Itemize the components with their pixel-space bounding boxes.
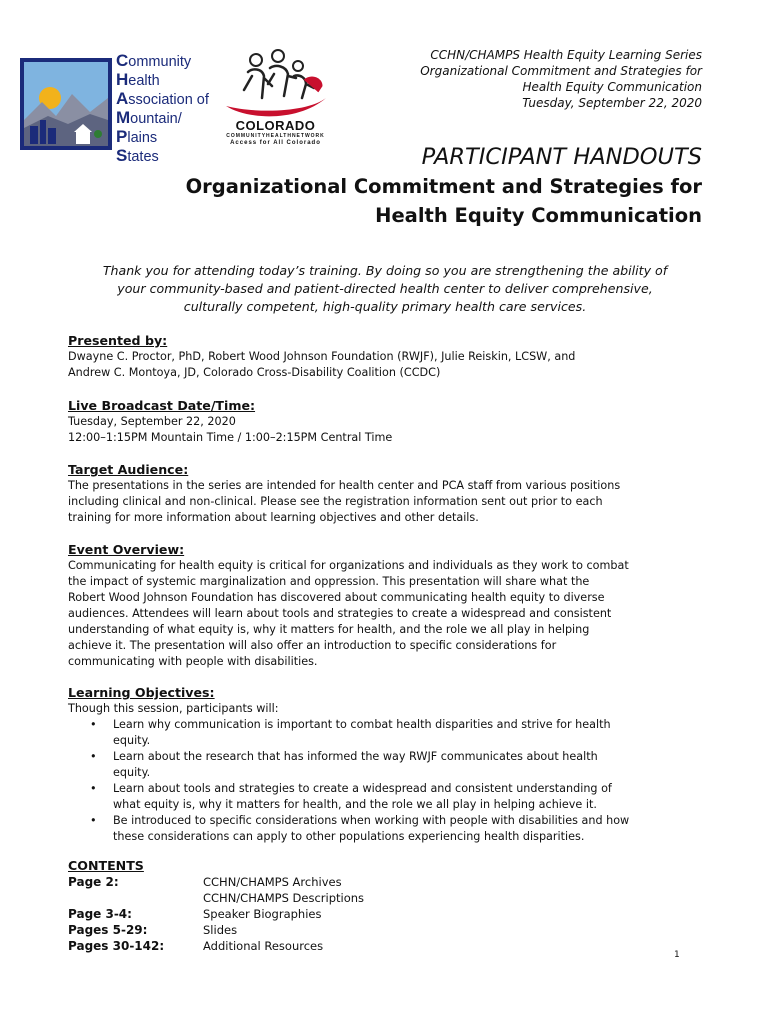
objective-line: what equity is, why it matters for health, and the role we all play in helping achieve it. [113,798,597,811]
audience-section [68,461,708,526]
bullet-icon: • [90,814,97,827]
champs-line-5: Plains [116,127,158,146]
objective-line: equity. [113,734,151,747]
bullet-icon: • [90,750,97,763]
page-title [186,172,702,230]
objectives-section [68,684,708,845]
champs-line-1: Community [116,51,192,70]
objective-line: equity. [113,766,151,779]
champs-line-4: Mountain/ [116,108,182,127]
contents-page-label: Pages 5-29: [68,923,148,937]
list-item [68,749,708,781]
series-info [420,47,702,111]
page-number: 1 [674,950,680,960]
overview-section [68,541,708,670]
broadcast-line: Tuesday, September 22, 2020 [68,415,236,428]
contents-row [68,874,342,890]
objective-line: Learn why communication is important to combat health disparities and strive for health [113,718,611,731]
contents-description: Slides [203,923,238,937]
series-line: Organizational Commitment and Strategies for [420,64,702,78]
cchn-tagline: Access for All Colorado [230,140,321,146]
section-heading: Live Broadcast Date/Time: [68,398,256,413]
thanks-paragraph [60,262,710,316]
overview-line: Robert Wood Johnson Foundation has discovered about communicating health equity to diverse [68,591,605,604]
contents-row [68,890,365,906]
section-heading: Learning Objectives: [68,685,215,700]
section-heading: Presented by: [68,333,168,348]
list-item [68,717,708,749]
contents-page-label: Page 3-4: [68,907,132,921]
section-heading: Event Overview: [68,542,185,557]
overview-line: communicating with people with disabilities. [68,655,318,668]
contents-row [68,906,322,922]
cchn-subtitle: COMMUNITYHEALTHNETWORK [226,133,325,139]
champs-wordmark [116,52,209,166]
contents-page-label: Pages 30-142: [68,939,165,953]
series-line: CCHN/CHAMPS Health Equity Learning Series [430,48,702,62]
contents-description: CCHN/CHAMPS Archives [203,875,342,889]
broadcast-line: 12:00–1:15PM Mountain Time / 1:00–2:15PM Central Time [68,431,393,444]
contents-page-label: Page 2: [68,875,119,889]
objectives-list [68,717,708,845]
section-heading: Target Audience: [68,462,189,477]
presented-line: Dwayne C. Proctor, PhD, Robert Wood Johnson Foundation (RWJF), Julie Reiskin, LCSW, and [68,350,576,363]
overview-line: the impact of systemic marginalization and oppression. This presentation will share what the [68,575,590,588]
broadcast-section [68,397,708,446]
overview-line: understanding of what equity is, why it matters for health, and the role we all play in helping [68,623,590,636]
contents-row [68,938,324,954]
thanks-line: culturally competent, high-quality primary health care services. [183,299,587,314]
champs-logo [20,50,220,165]
bullet-icon: • [90,718,97,731]
title-line: Organizational Commitment and Strategies for [185,175,702,198]
objective-line: Learn about the research that has informed the way RWJF communicates about health [113,750,598,763]
objective-line: these considerations can apply to other populations experiencing health disparities. [113,830,585,843]
presented-section [68,332,708,381]
handouts-label: PARTICIPANT HANDOUTS [421,144,702,170]
champs-line-6: States [116,146,159,165]
contents-description: CCHN/CHAMPS Descriptions [203,891,365,905]
list-item [68,781,708,813]
contents-description: Speaker Biographies [203,907,322,921]
cchn-logo [218,48,333,150]
audience-line: training for more information about learning objectives and other details. [68,511,479,524]
overview-line: Communicating for health equity is critical for organizations and individuals as they work to combat [68,559,629,572]
overview-line: achieve it. The presentation will also offer an introduction to specific considerations for [68,639,557,652]
section-heading: CONTENTS [68,858,144,873]
series-line: Tuesday, September 22, 2020 [522,96,702,110]
contents-section [68,857,365,954]
champs-line-2: Health [116,70,160,89]
series-line: Health Equity Communication [522,80,702,94]
contents-description: Additional Resources [203,939,324,953]
cchn-figures-icon [218,48,333,120]
list-item [68,813,708,845]
contents-row [68,922,238,938]
cchn-wordmark [218,118,333,146]
audience-line: The presentations in the series are intended for health center and PCA staff from various positions [68,479,621,492]
bullet-icon: • [90,782,97,795]
objectives-intro: Though this session, participants will: [68,702,279,715]
title-line: Health Equity Communication [375,204,702,227]
audience-line: including clinical and non-clinical. Please see the registration information sent out prior to each [68,495,603,508]
thanks-line: Thank you for attending today’s training. By doing so you are strengthening the ability of [102,263,668,278]
champs-line-3: Association of [116,89,209,108]
cchn-title: COLORADO [235,118,316,133]
presented-line: Andrew C. Montoya, JD, Colorado Cross-Disability Coalition (CCDC) [68,366,441,379]
objective-line: Be introduced to specific considerations when working with people with disabilities and how [113,814,630,827]
thanks-line: your community-based and patient-directed health center to deliver comprehensive, [117,281,653,296]
objective-line: Learn about tools and strategies to create a widespread and consistent understanding of [113,782,612,795]
overview-line: audiences. Attendees will learn about tools and strategies to create a widespread and consistent [68,607,612,620]
champs-emblem-icon [20,58,112,150]
